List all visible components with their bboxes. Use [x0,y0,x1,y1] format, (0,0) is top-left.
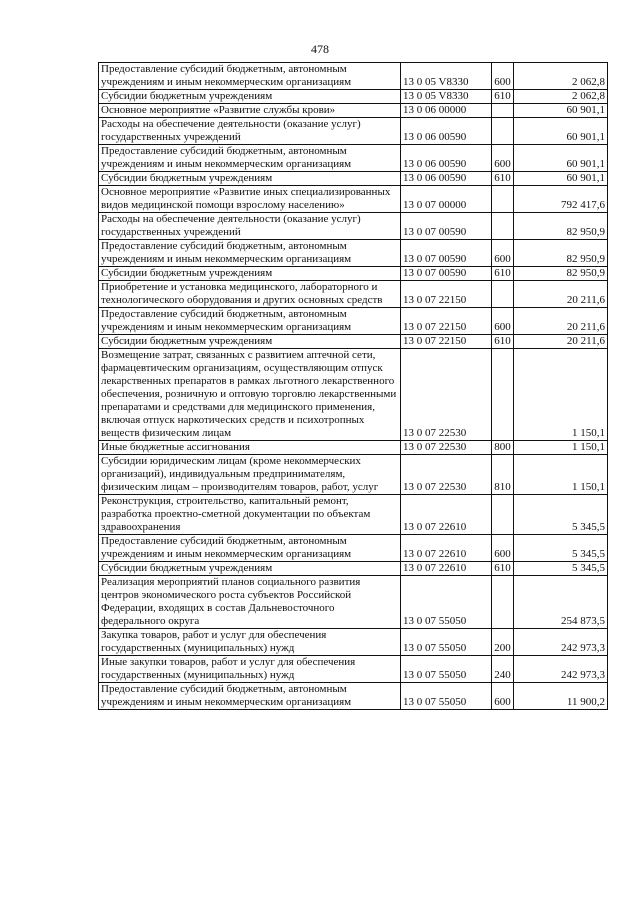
row-amount: 60 901,1 [514,172,608,186]
row-amount: 1 150,1 [514,349,608,441]
row-expense-type [492,118,514,145]
page-number: 478 [311,42,329,56]
table-row [99,629,608,656]
table-row [99,535,608,562]
row-code: 13 0 06 00590 [401,145,492,172]
row-expense-type [492,281,514,308]
row-code: 13 0 07 55050 [401,656,492,683]
table-row [99,576,608,629]
row-name: Субсидии бюджетным учреждениям [99,562,401,576]
row-code: 13 0 07 00590 [401,240,492,267]
table-row [99,118,608,145]
row-expense-type [492,576,514,629]
row-expense-type: 610 [492,562,514,576]
row-name: Субсидии бюджетным учреждениям [99,172,401,186]
row-amount: 82 950,9 [514,213,608,240]
row-name: Предоставление субсидий бюджетным, автономным учреждениям и иным некоммерческим организациям [99,63,401,90]
row-amount: 792 417,6 [514,186,608,213]
table-row [99,145,608,172]
row-name: Предоставление субсидий бюджетным, автономным учреждениям и иным некоммерческим организациям [99,308,401,335]
row-expense-type: 600 [492,308,514,335]
row-expense-type [492,495,514,535]
row-name: Расходы на обеспечение деятельности (оказание услуг) государственных учреждений [99,118,401,145]
table-row [99,172,608,186]
table-row [99,213,608,240]
budget-table [98,62,608,710]
row-expense-type: 610 [492,335,514,349]
row-expense-type [492,349,514,441]
row-name: Приобретение и установка медицинского, лабораторного и технологического оборудования и других основных средств [99,281,401,308]
row-amount: 1 150,1 [514,455,608,495]
row-code: 13 0 07 00590 [401,267,492,281]
row-name: Предоставление субсидий бюджетным, автономным учреждениям и иным некоммерческим организациям [99,145,401,172]
row-expense-type: 610 [492,90,514,104]
row-amount: 20 211,6 [514,308,608,335]
row-amount: 5 345,5 [514,562,608,576]
row-expense-type: 600 [492,683,514,710]
row-code: 13 0 06 00590 [401,118,492,145]
row-amount: 2 062,8 [514,90,608,104]
row-name: Иные бюджетные ассигнования [99,441,401,455]
budget-table-body [99,63,608,710]
table-row [99,281,608,308]
row-code: 13 0 07 22610 [401,535,492,562]
row-amount: 1 150,1 [514,441,608,455]
row-expense-type [492,186,514,213]
row-expense-type: 600 [492,240,514,267]
row-amount: 11 900,2 [514,683,608,710]
table-row [99,441,608,455]
row-name: Предоставление субсидий бюджетным, автономным учреждениям и иным некоммерческим организациям [99,535,401,562]
row-name: Закупка товаров, работ и услуг для обеспечения государственных (муниципальных) нужд [99,629,401,656]
table-row [99,308,608,335]
row-amount: 60 901,1 [514,104,608,118]
row-name: Субсидии бюджетным учреждениям [99,90,401,104]
row-name: Основное мероприятие «Развитие службы крови» [99,104,401,118]
row-expense-type [492,213,514,240]
table-row [99,63,608,90]
row-code: 13 0 05 V8330 [401,90,492,104]
row-expense-type: 600 [492,535,514,562]
row-code: 13 0 07 22150 [401,308,492,335]
table-row [99,335,608,349]
row-name: Предоставление субсидий бюджетным, автономным учреждениям и иным некоммерческим организациям [99,240,401,267]
row-amount: 82 950,9 [514,240,608,267]
row-expense-type: 600 [492,145,514,172]
row-code: 13 0 07 00000 [401,186,492,213]
row-code: 13 0 07 55050 [401,629,492,656]
row-code: 13 0 07 22150 [401,281,492,308]
row-name: Расходы на обеспечение деятельности (оказание услуг) государственных учреждений [99,213,401,240]
row-expense-type: 800 [492,441,514,455]
row-name: Реконструкция, строительство, капитальный ремонт, разработка проектно-сметной документации по объектам здравоохранения [99,495,401,535]
row-expense-type: 600 [492,63,514,90]
row-code: 13 0 07 55050 [401,683,492,710]
row-amount: 5 345,5 [514,495,608,535]
row-code: 13 0 07 00590 [401,213,492,240]
row-amount: 254 873,5 [514,576,608,629]
row-amount: 20 211,6 [514,335,608,349]
row-name: Субсидии бюджетным учреждениям [99,267,401,281]
row-expense-type: 810 [492,455,514,495]
row-code: 13 0 06 00590 [401,172,492,186]
row-amount: 242 973,3 [514,629,608,656]
row-name: Иные закупки товаров, работ и услуг для обеспечения государственных (муниципальных) нужд [99,656,401,683]
table-row [99,495,608,535]
row-code: 13 0 06 00000 [401,104,492,118]
row-code: 13 0 07 55050 [401,576,492,629]
table-row [99,349,608,441]
table-row [99,240,608,267]
table-row [99,90,608,104]
row-amount: 2 062,8 [514,63,608,90]
row-expense-type: 240 [492,656,514,683]
table-row [99,562,608,576]
table-row [99,267,608,281]
row-name: Предоставление субсидий бюджетным, автономным учреждениям и иным некоммерческим организациям [99,683,401,710]
row-amount: 5 345,5 [514,535,608,562]
row-code: 13 0 07 22530 [401,455,492,495]
row-code: 13 0 05 V8330 [401,63,492,90]
row-expense-type: 200 [492,629,514,656]
table-row [99,186,608,213]
row-amount: 82 950,9 [514,267,608,281]
table-row [99,683,608,710]
row-name: Возмещение затрат, связанных с развитием аптечной сети, фармацевтическим организациям, осуществляющим отпуск лекарственных препаратов в рамках льготного лекарственного обеспечения, розничную и оптовую торговлю лекарственными препаратами и средствами для медицинского применения, включая отпуск наркотических средств и психотропных веществ физическим лицам [99,349,401,441]
row-amount: 242 973,3 [514,656,608,683]
row-name: Субсидии юридическим лицам (кроме некоммерческих организаций), индивидуальным предпринимателям, физическим лицам – производителям товаров, работ, услуг [99,455,401,495]
row-code: 13 0 07 22530 [401,441,492,455]
row-amount: 60 901,1 [514,118,608,145]
row-name: Реализация мероприятий планов социального развития центров экономического роста субъектов Российской Федерации, входящих в состав Дальневосточного федерального округа [99,576,401,629]
row-expense-type: 610 [492,267,514,281]
row-expense-type [492,104,514,118]
row-code: 13 0 07 22610 [401,562,492,576]
table-row [99,455,608,495]
row-name: Основное мероприятие «Развитие иных специализированных видов медицинской помощи взрослому населению» [99,186,401,213]
row-code: 13 0 07 22150 [401,335,492,349]
row-amount: 20 211,6 [514,281,608,308]
row-amount: 60 901,1 [514,145,608,172]
table-row [99,104,608,118]
row-code: 13 0 07 22530 [401,349,492,441]
row-name: Субсидии бюджетным учреждениям [99,335,401,349]
row-expense-type: 610 [492,172,514,186]
table-row [99,656,608,683]
row-code: 13 0 07 22610 [401,495,492,535]
